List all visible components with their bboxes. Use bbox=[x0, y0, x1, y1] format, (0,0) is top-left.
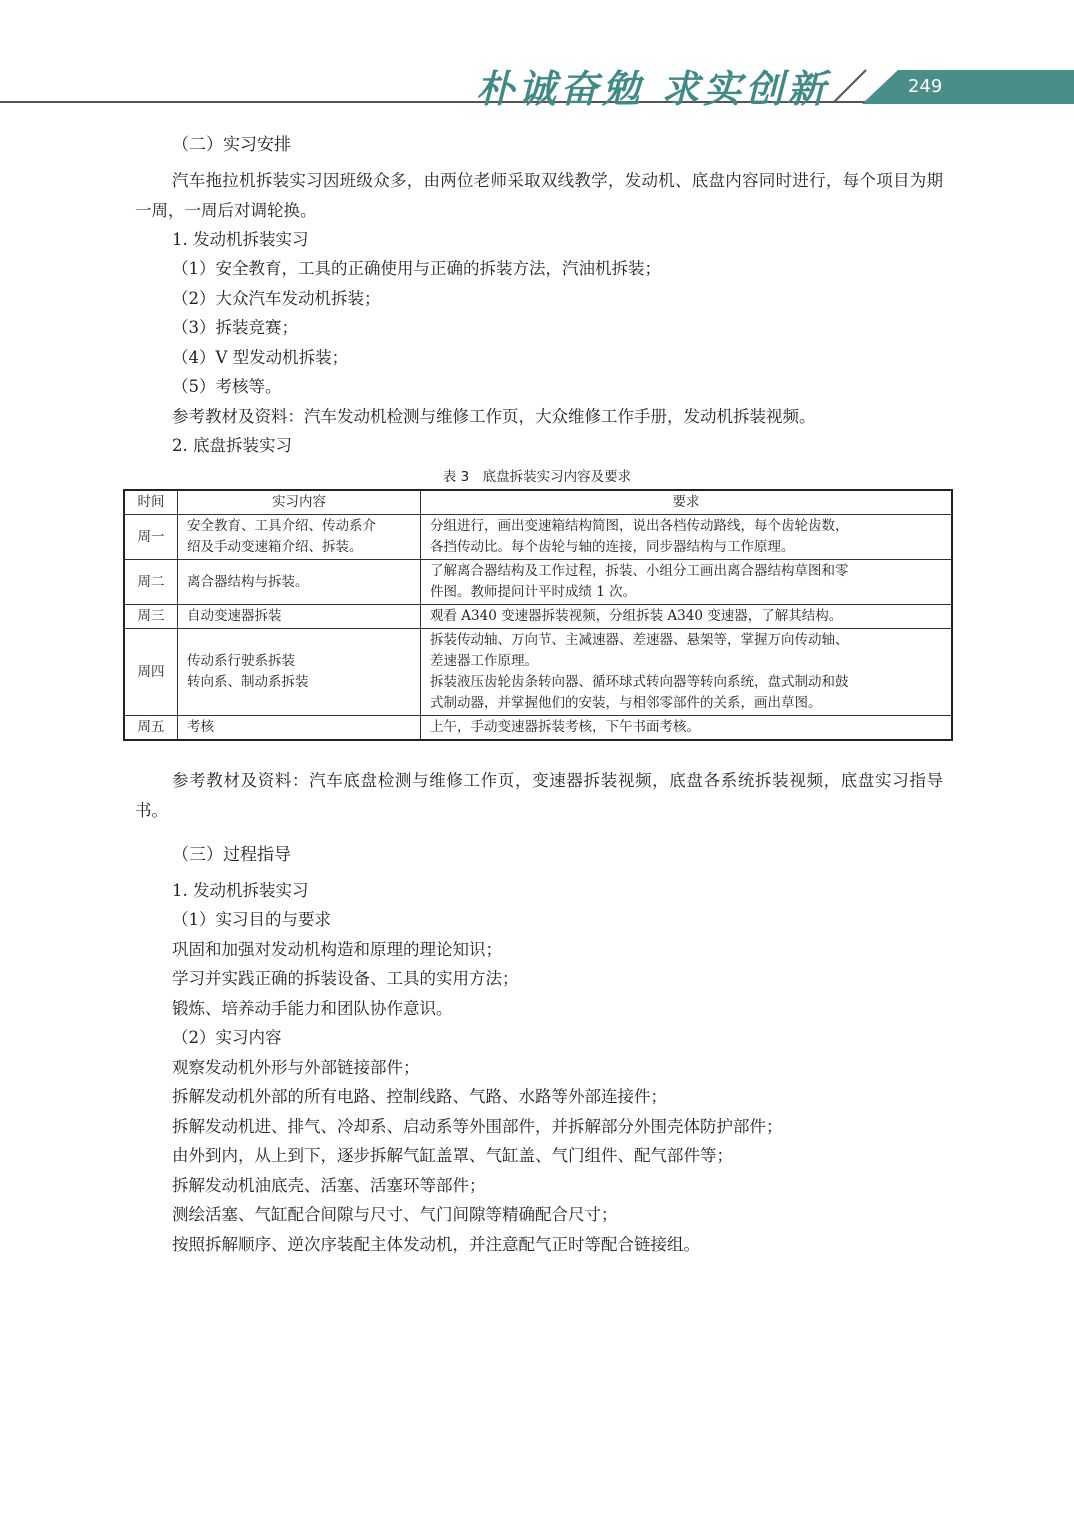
engine-title: 1. 发动机拆装实习 bbox=[172, 881, 309, 900]
section-heading-guidance: （三）过程指导 bbox=[172, 845, 291, 865]
list-item: 巩固和加强对发动机构造和原理的理论知识； bbox=[172, 940, 502, 959]
requirement-line: 分组进行，画出变速箱结构简图，说出各档传动路线，每个齿轮齿数， bbox=[430, 518, 849, 534]
list-item: 拆解发动机外部的所有电路、控制线路、气路、水路等外部连接件； bbox=[172, 1087, 667, 1106]
content-cell bbox=[178, 515, 421, 560]
list-item: （5）考核等。 bbox=[172, 377, 282, 396]
content-line: 绍及手动变速箱介绍、拆装。 bbox=[187, 539, 363, 555]
content-cell bbox=[178, 605, 421, 629]
content-title: （2）实习内容 bbox=[172, 1028, 282, 1047]
list-item: （3）拆装竞赛； bbox=[172, 318, 298, 337]
list-item: （4）V 型发动机拆装； bbox=[172, 348, 349, 367]
requirement-line: 件图。教师提问计平时成绩 1 次。 bbox=[430, 584, 637, 600]
header-band bbox=[862, 70, 1074, 104]
requirement-line: 上午，手动变速器拆装考核，下午书面考核。 bbox=[430, 719, 700, 735]
requirement-line: 差速器工作原理。 bbox=[430, 653, 538, 669]
content-line: 转向系、制动系拆装 bbox=[187, 674, 309, 690]
goal-title: （1）实习目的与要求 bbox=[172, 910, 331, 929]
content-line: 安全教育、工具介绍、传动系介 bbox=[187, 518, 376, 534]
requirement-cell bbox=[421, 716, 953, 741]
requirement-cell bbox=[421, 605, 953, 629]
list-item: 拆解发动机进、排气、冷却系、启动系等外围部件，并拆解部分外围壳体防护部件； bbox=[172, 1117, 783, 1136]
requirement-line: 各挡传动比。每个齿轮与轴的连接，同步器结构与工作原理。 bbox=[430, 539, 795, 555]
list-item: 观察发动机外形与外部链接部件； bbox=[172, 1058, 420, 1077]
content-cell bbox=[178, 560, 421, 605]
table-row bbox=[124, 605, 952, 629]
section-heading-schedule: （二）实习安排 bbox=[172, 135, 291, 155]
requirement-line: 了解离合器结构及工作过程，拆装、小组分工画出离合器结构草图和零 bbox=[430, 563, 849, 579]
list-item: 拆解发动机油底壳、活塞、活塞环等部件； bbox=[172, 1176, 486, 1195]
list-item: （2）大众汽车发动机拆装； bbox=[172, 289, 381, 308]
requirement-cell bbox=[421, 629, 953, 716]
list-item: 测绘活塞、气缸配合间隙与尺寸、气门间隙等精确配合尺寸； bbox=[172, 1205, 618, 1224]
week-cell: 周五 bbox=[124, 716, 178, 741]
table-row bbox=[124, 560, 952, 605]
table-header-row bbox=[124, 490, 952, 515]
list-item: 由外到内，从上到下，逐步拆解气缸盖罩、气缸盖、气门组件、配气部件等； bbox=[172, 1146, 733, 1165]
requirement-cell bbox=[421, 515, 953, 560]
table-row bbox=[124, 629, 952, 716]
header-motto: 朴诚奋勉 求实创新 bbox=[476, 66, 830, 111]
header-slash-decoration bbox=[830, 66, 870, 106]
content-line: 考核 bbox=[187, 719, 214, 735]
list-item: 学习并实践正确的拆装设备、工具的实用方法； bbox=[172, 969, 519, 988]
week-cell: 周四 bbox=[124, 629, 178, 716]
column-header-content: 实习内容 bbox=[178, 490, 421, 515]
intro-paragraph: 汽车拖拉机拆装实习因班级众多，由两位老师采取双线教学，发动机、底盘内容同时进行，每个项目为期一周，一周后对调轮换。 bbox=[135, 171, 943, 220]
column-header-requirement: 要求 bbox=[421, 490, 953, 515]
engine-references: 参考教材及资料：汽车发动机检测与维修工作页，大众维修工作手册，发动机拆装视频。 bbox=[172, 407, 816, 426]
table-caption: 表 3 底盘拆装实习内容及要求 bbox=[442, 469, 632, 485]
requirement-line: 拆装液压齿轮齿条转向器、循环球式转向器等转向系统，盘式制动和鼓 bbox=[430, 674, 849, 690]
week-cell: 周一 bbox=[124, 515, 178, 560]
chassis-title: 2. 底盘拆装实习 bbox=[172, 436, 292, 455]
column-header-time: 时间 bbox=[124, 490, 178, 515]
chassis-references: 参考教材及资料：汽车底盘检测与维修工作页，变速器拆装视频，底盘各系统拆装视频，底盘实习指导书。 bbox=[135, 771, 943, 820]
week-cell: 周三 bbox=[124, 605, 178, 629]
list-item: （1）安全教育，工具的正确使用与正确的拆装方法，汽油机拆装； bbox=[172, 259, 661, 278]
requirement-line: 观看 A340 变速器拆装视频，分组拆装 A340 变速器，了解其结构。 bbox=[430, 608, 843, 624]
list-item: 按照拆解顺序、逆次序装配主体发动机，并注意配气正时等配合链接组。 bbox=[172, 1235, 700, 1254]
content-cell bbox=[178, 629, 421, 716]
week-cell: 周二 bbox=[124, 560, 178, 605]
content-line: 自动变速器拆装 bbox=[187, 608, 282, 624]
schedule-table bbox=[123, 489, 953, 741]
page-number: 249 bbox=[908, 76, 943, 97]
table-row bbox=[124, 716, 952, 741]
content-line: 传动系行驶系拆装 bbox=[187, 653, 295, 669]
requirement-cell bbox=[421, 560, 953, 605]
requirement-line: 拆装传动轴、万向节、主减速器、差速器、悬架等，掌握万向传动轴、 bbox=[430, 632, 849, 648]
table-row bbox=[124, 515, 952, 560]
requirement-line: 式制动器，并掌握他们的安装，与相邻零部件的关系，画出草图。 bbox=[430, 695, 822, 711]
content-cell bbox=[178, 716, 421, 741]
content-line: 离合器结构与拆装。 bbox=[187, 573, 309, 590]
list-item: 锻炼、培养动手能力和团队协作意识。 bbox=[172, 999, 453, 1018]
engine-title: 1. 发动机拆装实习 bbox=[172, 230, 309, 249]
